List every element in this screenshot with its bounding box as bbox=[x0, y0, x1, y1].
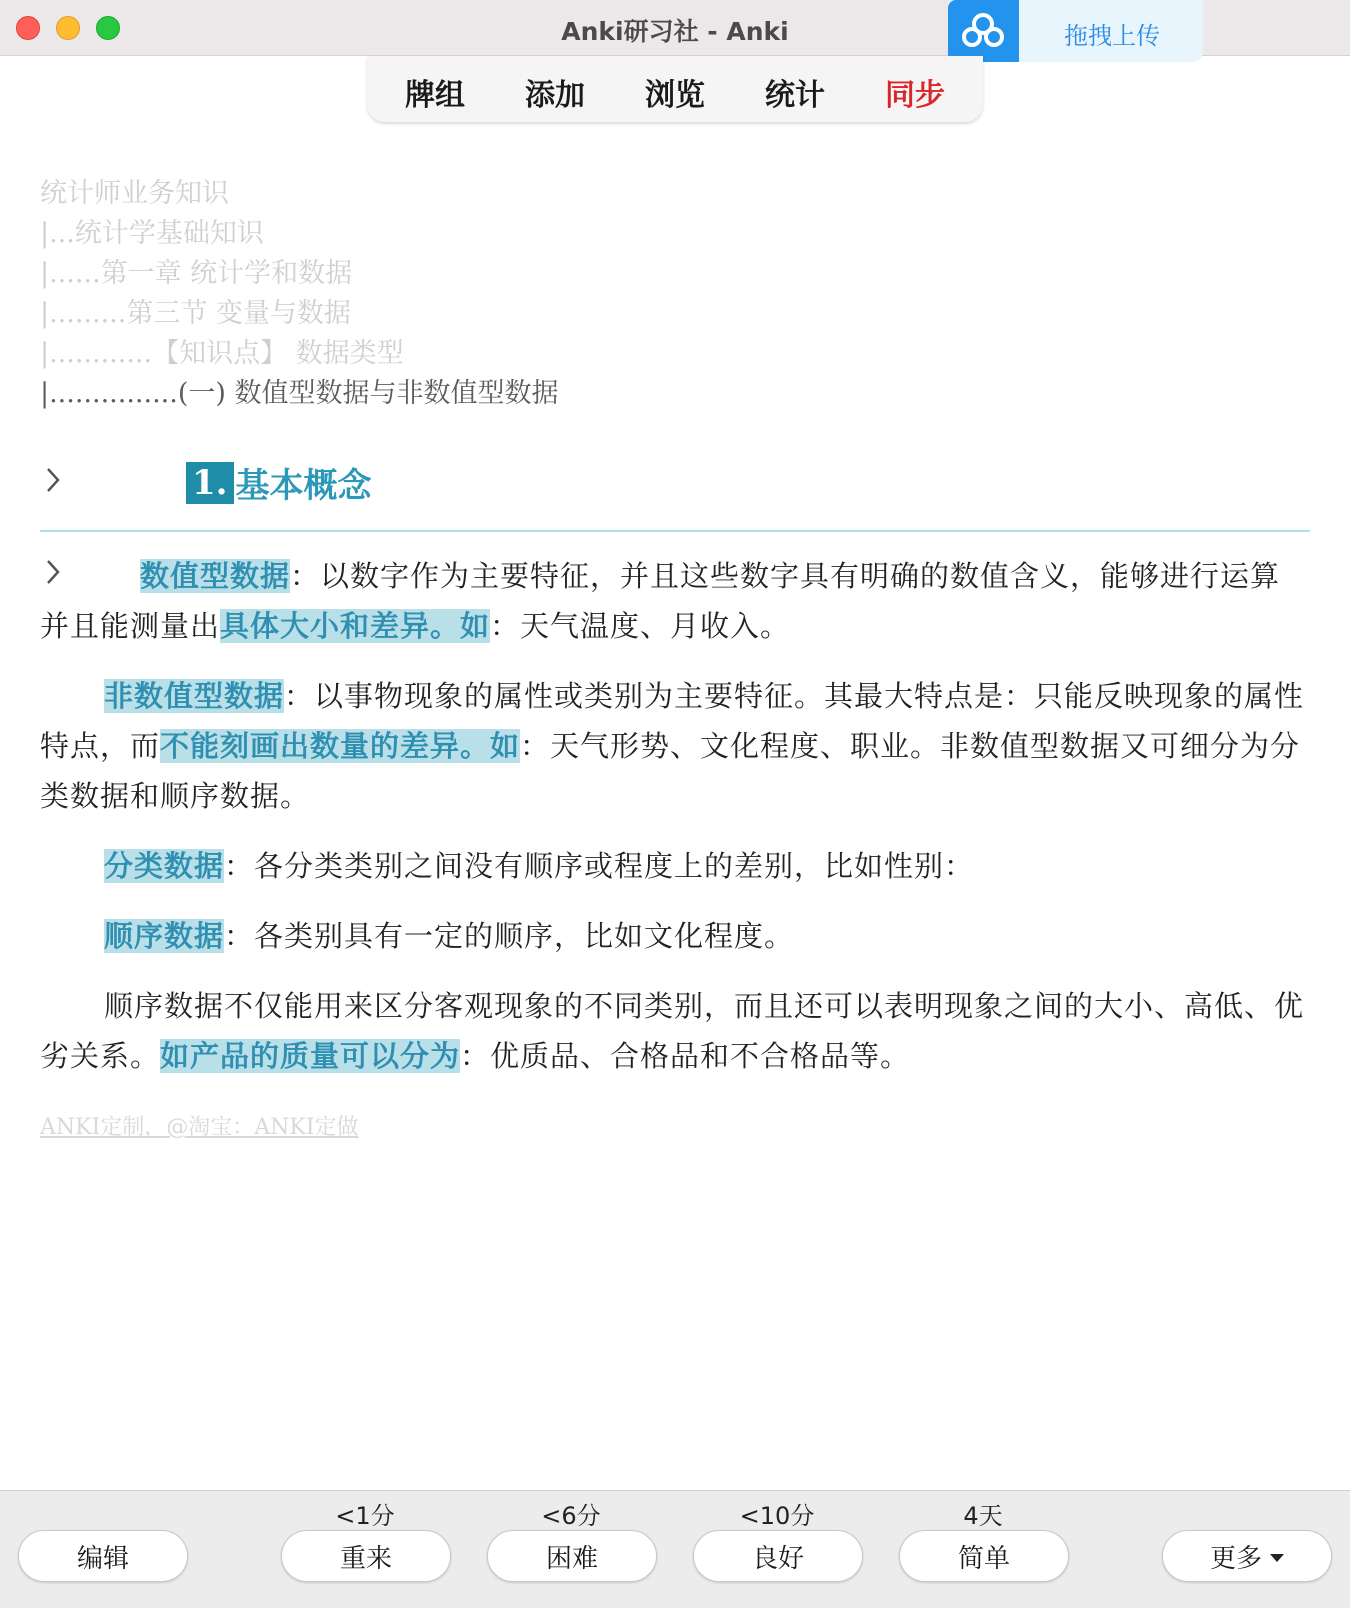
term-highlight: 非数值型数据 bbox=[104, 679, 285, 713]
dropdown-caret-icon bbox=[1270, 1554, 1284, 1562]
easy-interval: 4天 bbox=[963, 1502, 1003, 1530]
paragraph-numeric-data bbox=[40, 551, 1310, 651]
more-button[interactable] bbox=[1162, 1530, 1332, 1582]
section-title: 基本概念 bbox=[235, 466, 372, 506]
paragraph-text: ：以数字作为主要特征，并且这些数字具有明确的数值含义，能够进行运算并且能测量出 bbox=[40, 559, 1281, 643]
baidu-cloud-icon bbox=[948, 0, 1019, 62]
add-button[interactable]: 添加 bbox=[525, 78, 585, 113]
breadcrumb-item: |...统计学基础知识 bbox=[40, 218, 264, 249]
main-toolbar bbox=[367, 56, 983, 122]
key-highlight: 不能刻画出数量的差异。如 bbox=[160, 729, 521, 763]
breadcrumb-item: |.........第三节 变量与数据 bbox=[40, 298, 351, 329]
term-highlight: 分类数据 bbox=[104, 849, 225, 883]
paragraph-text: ：各分类类别之间没有顺序或程度上的差别，比如性别： bbox=[224, 849, 975, 883]
easy-button[interactable]: 简单 bbox=[899, 1530, 1069, 1582]
section-heading bbox=[186, 458, 372, 507]
breadcrumb-item-current: |...............(一) 数值型数据与非数值型数据 bbox=[40, 378, 559, 409]
term-highlight: 数值型数据 bbox=[140, 559, 291, 593]
key-highlight: 具体大小和差异。如 bbox=[220, 609, 491, 643]
breadcrumb bbox=[40, 174, 558, 414]
key-highlight: 如产品的质量可以分为 bbox=[160, 1039, 461, 1073]
paragraph-text: ：以事物现象的属性或类别为主要特征。其最大特点是：只能反映现象的属性特点，而 bbox=[40, 679, 1305, 763]
hard-button[interactable]: 困难 bbox=[487, 1530, 657, 1582]
term-highlight: 顺序数据 bbox=[104, 919, 225, 953]
paragraph-ordinal-detail bbox=[40, 981, 1310, 1081]
breadcrumb-item: |............【知识点】 数据类型 bbox=[40, 338, 404, 369]
more-label: 更多 bbox=[1209, 1543, 1262, 1574]
paragraph-text: ：各类别具有一定的顺序，比如文化程度。 bbox=[224, 919, 795, 953]
paragraph-text: ：天气温度、月收入。 bbox=[490, 609, 791, 643]
paragraph-text: ：优质品、合格品和不合格品等。 bbox=[460, 1039, 911, 1073]
breadcrumb-item: 统计师业务知识 bbox=[40, 178, 229, 209]
good-interval: <10分 bbox=[739, 1502, 815, 1530]
browse-button[interactable]: 浏览 bbox=[645, 78, 705, 113]
stats-button[interactable]: 统计 bbox=[765, 78, 825, 113]
paragraph-non-numeric-data bbox=[40, 671, 1310, 821]
drag-upload-widget[interactable] bbox=[948, 0, 1203, 62]
section-number: 1. bbox=[186, 462, 234, 504]
paragraph-text: 顺序数据不仅能用来区分客观现象的不同类别，而且还可以表明现象之间的大小、高低、优劣关系。 bbox=[40, 989, 1305, 1073]
good-button[interactable]: 良好 bbox=[693, 1530, 863, 1582]
review-bottom-bar bbox=[0, 1490, 1350, 1608]
heading-divider bbox=[40, 530, 1310, 532]
footer-link[interactable]: ANKI定制，@淘宝：ANKI定做 bbox=[40, 1115, 359, 1140]
sync-button[interactable]: 同步 bbox=[885, 78, 945, 113]
breadcrumb-item: |......第一章 统计学和数据 bbox=[40, 258, 353, 289]
paragraph-text: ：天气形势、文化程度、职业。非数值型数据又可细分为分类数据和顺序数据。 bbox=[40, 729, 1301, 813]
again-interval: <1分 bbox=[335, 1502, 395, 1530]
drag-upload-label: 拖拽上传 bbox=[1064, 22, 1160, 50]
paragraph-categorical-data bbox=[40, 841, 1310, 891]
window-title: Anki研习社 - Anki bbox=[561, 17, 789, 46]
again-button[interactable]: 重来 bbox=[281, 1530, 451, 1582]
chevron-right-icon[interactable] bbox=[44, 466, 64, 496]
decks-button[interactable]: 牌组 bbox=[405, 78, 465, 113]
hard-interval: <6分 bbox=[541, 1502, 601, 1530]
paragraph-ordinal-data bbox=[40, 911, 1310, 961]
edit-button[interactable]: 编辑 bbox=[18, 1530, 188, 1582]
